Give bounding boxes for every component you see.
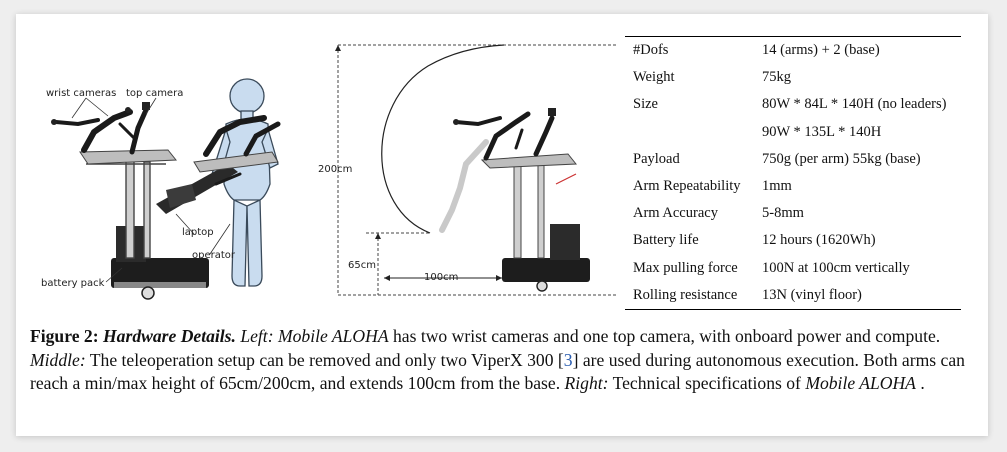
caption-text: The teleoperation setup can be removed and only two ViperX 300 [ bbox=[89, 349, 564, 370]
figure-label: Figure 2: bbox=[30, 326, 99, 346]
label-operator: operator bbox=[192, 250, 236, 261]
caption-text: ] are used during autonomous execution. Both arms can reach a min/max height of 65cm/200cm, and extends 100cm from the base. bbox=[30, 349, 965, 394]
spec-row bbox=[625, 146, 961, 173]
label-laptop: laptop bbox=[182, 227, 214, 238]
spec-key: Rolling resistance bbox=[625, 282, 754, 310]
figure-caption bbox=[30, 325, 976, 396]
figure-card bbox=[16, 14, 988, 436]
caption-title: Hardware Details. bbox=[102, 326, 236, 346]
spec-key: Max pulling force bbox=[633, 259, 738, 276]
caption-text: Technical specifications of bbox=[612, 373, 801, 394]
spec-value: 75kg bbox=[762, 69, 791, 86]
spec-key: Payload bbox=[633, 150, 680, 167]
spec-row bbox=[625, 282, 961, 310]
spec-value: 90W * 135L * 140H bbox=[762, 123, 882, 140]
spec-value: 5-8mm bbox=[762, 205, 804, 222]
spec-value: 14 (arms) + 2 (base) bbox=[754, 37, 961, 65]
label-height-min: 65cm bbox=[348, 260, 376, 271]
label-top-camera: top camera bbox=[126, 88, 184, 99]
ghost-arm bbox=[442, 142, 486, 230]
spec-table bbox=[625, 36, 961, 310]
spec-key: Arm Repeatability bbox=[633, 178, 741, 195]
spec-key: Battery life bbox=[633, 232, 699, 249]
spec-value: 1mm bbox=[762, 178, 792, 195]
caption-product-name: Mobile ALOHA bbox=[805, 373, 916, 394]
spec-key: Arm Accuracy bbox=[633, 205, 718, 222]
spec-value: 100N at 100cm vertically bbox=[762, 259, 910, 276]
spec-value: 12 hours (1620Wh) bbox=[762, 232, 876, 249]
spec-row bbox=[625, 37, 961, 65]
label-height-max: 200cm bbox=[318, 164, 353, 175]
spec-row bbox=[625, 227, 961, 254]
caption-left-label: Left: bbox=[240, 326, 274, 346]
spec-value: 750g (per arm) 55kg (base) bbox=[762, 150, 921, 167]
robot-frame bbox=[86, 154, 166, 258]
label-wrist-cameras: wrist cameras bbox=[46, 88, 117, 99]
spec-row bbox=[625, 255, 961, 282]
citation-link[interactable]: 3 bbox=[563, 349, 573, 370]
caption-middle-label: Middle: bbox=[30, 349, 86, 370]
caption-right-label: Right: bbox=[564, 373, 609, 394]
spec-value: 80W * 84L * 140H (no leaders) bbox=[762, 96, 947, 113]
spec-value: 13N (vinyl floor) bbox=[754, 282, 961, 310]
spec-key: #Dofs bbox=[625, 37, 754, 65]
spec-row bbox=[625, 200, 961, 227]
label-reach: 100cm bbox=[424, 272, 459, 283]
label-battery-pack: battery pack bbox=[41, 278, 105, 289]
spec-key bbox=[625, 119, 754, 146]
spec-key: Size bbox=[633, 96, 658, 113]
spec-row bbox=[625, 91, 961, 118]
robot-with-operator-image bbox=[41, 79, 278, 299]
dimension-diagram bbox=[318, 45, 616, 295]
spec-key: Weight bbox=[633, 69, 675, 86]
spec-row bbox=[625, 64, 961, 91]
spec-row bbox=[625, 173, 961, 200]
spec-row bbox=[625, 119, 961, 146]
caption-product-name: Mobile ALOHA bbox=[277, 326, 389, 346]
robot-autonomous-image bbox=[453, 108, 590, 291]
caption-text: . bbox=[920, 373, 925, 394]
caption-text: has two wrist cameras and one top camera, with onboard power and compute. bbox=[392, 326, 941, 346]
